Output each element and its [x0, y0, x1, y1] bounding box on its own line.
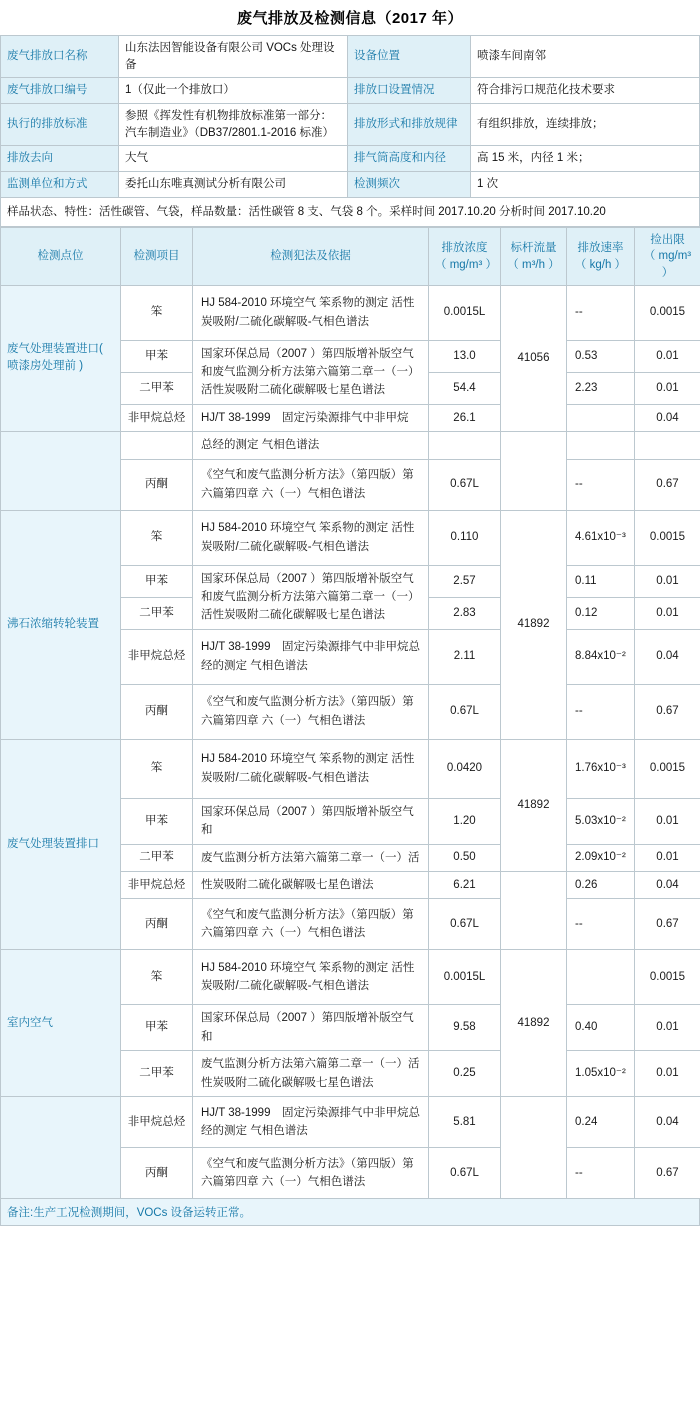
item-acetone: 丙酮 — [121, 899, 193, 950]
info-label-stack-height: 排气筒高度和内径 — [348, 146, 471, 172]
limit-toluene: 0.01 — [635, 798, 700, 844]
conc-blank-1 — [429, 432, 501, 459]
col-header-point: 检测点位 — [1, 228, 121, 285]
point-label-inlet: 废气处理装置进口( 喷漆房处理前 ) — [1, 285, 121, 432]
rate-nmhc — [567, 404, 635, 431]
method-toluene-line1: 国家环保总局（2007 ）第四版增补版空气和 — [193, 1005, 429, 1051]
limit-acetone: 0.67 — [635, 1147, 700, 1198]
table-row — [1, 285, 700, 340]
info-value-outlet-name: 山东法因智能设备有限公司 VOCs 处理设备 — [119, 36, 348, 78]
conc-xylene: 54.4 — [429, 372, 501, 404]
rate-toluene: 5.03x10⁻² — [567, 798, 635, 844]
point-label-indoor-air: 室内空气 — [1, 950, 121, 1097]
conc-nmhc: 5.81 — [429, 1096, 501, 1147]
table-row — [1, 104, 700, 146]
limit-acetone: 0.67 — [635, 899, 700, 950]
item-xylene: 二甲苯 — [121, 372, 193, 404]
conc-nmhc: 26.1 — [429, 404, 501, 431]
conc-benzene: 0.0420 — [429, 739, 501, 798]
info-label-outlet-setup: 排放口设置情况 — [348, 78, 471, 104]
item-toluene: 甲苯 — [121, 340, 193, 372]
conc-benzene: 0.110 — [429, 510, 501, 565]
info-value-monitor-unit: 委托山东唯真测试分析有限公司 — [119, 172, 348, 198]
rate-acetone: -- — [567, 899, 635, 950]
info-value-outlet-code: 1（仅此一个排放口） — [119, 78, 348, 104]
method-nmhc-line2: 总经的测定 气相色谱法 — [193, 432, 429, 459]
conc-acetone: 0.67L — [429, 684, 501, 739]
limit-nmhc: 0.04 — [635, 629, 700, 684]
conc-acetone: 0.67L — [429, 1147, 501, 1198]
limit-xylene: 0.01 — [635, 1051, 700, 1097]
measurement-table — [0, 227, 700, 1199]
rate-xylene: 1.05x10⁻² — [567, 1051, 635, 1097]
info-value-destination: 大气 — [119, 146, 348, 172]
point-label-blank-1 — [1, 432, 121, 510]
table-header-row — [1, 228, 700, 285]
rate-blank-1 — [567, 432, 635, 459]
limit-toluene: 0.01 — [635, 565, 700, 597]
method-benzene: HJ 584-2010 环境空气 笨系物的测定 活性炭吸附/二硫化碳解吸-气相色谱法 — [193, 950, 429, 1005]
sample-note: 样品状态、特性：活性碳管、气袋，样品数量：活性碳管 8 支、气袋 8 个。采样时间 2017.10.20 分析时间 2017.10.20 — [1, 197, 700, 227]
limit-nmhc: 0.04 — [635, 871, 700, 898]
col-header-flow: 标杆流量 （ m³/h ） — [501, 228, 567, 285]
flow-blank-1 — [501, 432, 567, 510]
table-row — [1, 1096, 700, 1147]
rate-xylene: 0.12 — [567, 597, 635, 629]
conc-toluene: 1.20 — [429, 798, 501, 844]
item-acetone: 丙酮 — [121, 684, 193, 739]
item-xylene: 二甲苯 — [121, 597, 193, 629]
method-toluene-line1: 国家环保总局（2007 ）第四版增补版空气和 — [193, 798, 429, 844]
col-header-concentration: 排放浓度 （ mg/m³ ） — [429, 228, 501, 285]
info-label-emission-form: 排放形式和排放规律 — [348, 104, 471, 146]
item-nmhc: 非甲烷总烃 — [121, 871, 193, 898]
col-header-item: 检测项目 — [121, 228, 193, 285]
method-acetone: 《空气和废气监测分析方法》（第四版）第六篇第四章 六（一）气相色谱法 — [193, 1147, 429, 1198]
info-label-outlet-code: 废气排放口编号 — [1, 78, 119, 104]
method-benzene: HJ 584-2010 环境空气 笨系物的测定 活性炭吸附/二硫化碳解吸-气相色谱法 — [193, 739, 429, 798]
conc-toluene: 9.58 — [429, 1005, 501, 1051]
table-row — [1, 950, 700, 1005]
info-value-outlet-setup: 符合排污口规范化技术要求 — [471, 78, 700, 104]
method-nmhc-line1: HJ/T 38-1999 固定污染源排气中非甲烷 — [193, 404, 429, 431]
method-nmhc: HJ/T 38-1999 固定污染源排气中非甲烷总经的测定 气相色谱法 — [193, 1096, 429, 1147]
method-benzene: HJ 584-2010 环境空气 笨系物的测定 活性炭吸附/二硫化碳解吸-气相色谱法 — [193, 510, 429, 565]
flow-group-4: 41892 — [501, 950, 567, 1097]
limit-blank-1 — [635, 432, 700, 459]
info-value-device-location: 喷漆车间南邻 — [471, 36, 700, 78]
info-value-stack-height: 高 15 米，内径 1 米； — [471, 146, 700, 172]
info-label-device-location: 设备位置 — [348, 36, 471, 78]
limit-toluene: 0.01 — [635, 1005, 700, 1051]
info-label-destination: 排放去向 — [1, 146, 119, 172]
point-label-blank-4 — [1, 1096, 121, 1198]
limit-benzene: 0.0015 — [635, 950, 700, 1005]
limit-xylene: 0.01 — [635, 844, 700, 871]
item-benzene: 笨 — [121, 950, 193, 1005]
limit-acetone: 0.67 — [635, 459, 700, 510]
conc-nmhc: 6.21 — [429, 871, 501, 898]
table-row — [1, 36, 700, 78]
table-row — [1, 146, 700, 172]
rate-nmhc: 0.26 — [567, 871, 635, 898]
info-label-standard: 执行的排放标准 — [1, 104, 119, 146]
conc-toluene: 13.0 — [429, 340, 501, 372]
method-acetone: 《空气和废气监测分析方法》（第四版）第六篇第四章 六（一）气相色谱法 — [193, 684, 429, 739]
rate-nmhc: 8.84x10⁻² — [567, 629, 635, 684]
conc-xylene: 2.83 — [429, 597, 501, 629]
method-benzene: HJ 584-2010 环境空气 笨系物的测定 活性炭吸附/二硫化碳解吸-气相色谱法 — [193, 285, 429, 340]
limit-benzene: 0.0015 — [635, 285, 700, 340]
limit-benzene: 0.0015 — [635, 739, 700, 798]
rate-acetone: -- — [567, 1147, 635, 1198]
item-xylene: 二甲苯 — [121, 844, 193, 871]
conc-benzene: 0.0015L — [429, 950, 501, 1005]
conc-nmhc: 2.11 — [429, 629, 501, 684]
conc-toluene: 2.57 — [429, 565, 501, 597]
point-label-zeolite: 沸石浓缩转轮装置 — [1, 510, 121, 739]
item-toluene: 甲苯 — [121, 565, 193, 597]
limit-xylene: 0.01 — [635, 597, 700, 629]
info-value-emission-form: 有组织排放，连续排放； — [471, 104, 700, 146]
flow-blank-3 — [501, 871, 567, 949]
flow-group-1: 41056 — [501, 285, 567, 432]
item-xylene: 二甲苯 — [121, 1051, 193, 1097]
rate-xylene: 2.09x10⁻² — [567, 844, 635, 871]
item-nmhc: 非甲烷总烃 — [121, 629, 193, 684]
method-toluene-line23: 废气监测分析方法第六篇第二章一（一）活 性炭吸附二硫化碳解吸七星色谱法 — [193, 1051, 429, 1097]
rate-benzene — [567, 950, 635, 1005]
rate-nmhc: 0.24 — [567, 1096, 635, 1147]
item-benzene: 笨 — [121, 285, 193, 340]
method-acetone: 《空气和废气监测分析方法》（第四版）第六篇第四章 六（一）气相色谱法 — [193, 899, 429, 950]
conc-acetone: 0.67L — [429, 899, 501, 950]
info-label-outlet-name: 废气排放口名称 — [1, 36, 119, 78]
conc-acetone: 0.67L — [429, 459, 501, 510]
item-acetone: 丙酮 — [121, 459, 193, 510]
flow-group-2: 41892 — [501, 510, 567, 739]
rate-toluene: 0.53 — [567, 340, 635, 372]
col-header-method: 检测犯法及依据 — [193, 228, 429, 285]
info-label-frequency: 检测频次 — [348, 172, 471, 198]
item-benzene: 笨 — [121, 510, 193, 565]
limit-acetone: 0.67 — [635, 684, 700, 739]
info-value-frequency: 1 次 — [471, 172, 700, 198]
method-acetone: 《空气和废气监测分析方法》（第四版）第六篇第四章 六（一）气相色谱法 — [193, 459, 429, 510]
table-row — [1, 432, 700, 459]
item-blank-1 — [121, 432, 193, 459]
flow-blank-4 — [501, 1096, 567, 1198]
rate-xylene: 2.23 — [567, 372, 635, 404]
limit-xylene: 0.01 — [635, 372, 700, 404]
item-toluene: 甲苯 — [121, 1005, 193, 1051]
conc-benzene: 0.0015L — [429, 285, 501, 340]
method-toluene-line2: 废气监测分析方法第六篇第二章一（一）活 — [193, 844, 429, 871]
footnote: 备注:生产工况检测期间，VOCs 设备运转正常。 — [0, 1199, 700, 1226]
info-label-monitor-unit: 监测单位和方式 — [1, 172, 119, 198]
rate-benzene: -- — [567, 285, 635, 340]
table-row — [1, 510, 700, 565]
limit-nmhc: 0.04 — [635, 1096, 700, 1147]
method-nmhc: HJ/T 38-1999 固定污染源排气中非甲烷总经的测定 气相色谱法 — [193, 629, 429, 684]
table-row — [1, 739, 700, 798]
item-toluene: 甲苯 — [121, 798, 193, 844]
rate-benzene: 1.76x10⁻³ — [567, 739, 635, 798]
emission-info-table — [0, 35, 700, 227]
method-toluene-xylene: 国家环保总局（2007 ）第四版增补版空气和废气监测分析方法第六篇第二章一（一）活性炭吸附二硫化碳解吸七星色谱法 — [193, 565, 429, 629]
limit-benzene: 0.0015 — [635, 510, 700, 565]
rate-toluene: 0.40 — [567, 1005, 635, 1051]
limit-toluene: 0.01 — [635, 340, 700, 372]
conc-xylene: 0.50 — [429, 844, 501, 871]
limit-nmhc: 0.04 — [635, 404, 700, 431]
item-benzene: 笨 — [121, 739, 193, 798]
col-header-detection-limit: 捡出限 （ mg/m³ ） — [635, 228, 700, 285]
table-row — [1, 197, 700, 227]
conc-xylene: 0.25 — [429, 1051, 501, 1097]
item-nmhc: 非甲烷总烃 — [121, 404, 193, 431]
rate-benzene: 4.61x10⁻³ — [567, 510, 635, 565]
flow-group-3: 41892 — [501, 739, 567, 871]
table-row — [1, 78, 700, 104]
method-toluene-xylene: 国家环保总局（2007 ）第四版增补版空气和废气监测分析方法第六篇第二章一（一）活性炭吸附二硫化碳解吸七星色谱法 — [193, 340, 429, 404]
item-nmhc: 非甲烷总烃 — [121, 1096, 193, 1147]
point-label-outlet: 废气处理装置排口 — [1, 739, 121, 950]
rate-acetone: -- — [567, 684, 635, 739]
page-title: 废气排放及检测信息（2017 年） — [236, 10, 464, 27]
table-row — [1, 172, 700, 198]
col-header-rate: 排放速率 （ kg/h ） — [567, 228, 635, 285]
method-toluene-line3: 性炭吸附二硫化碳解吸七星色谱法 — [193, 871, 429, 898]
rate-toluene: 0.11 — [567, 565, 635, 597]
rate-acetone: -- — [567, 459, 635, 510]
info-value-standard: 参照《挥发性有机物排放标准第一部分：汽车制造业》（DB37/2801.1-2016 标准） — [119, 104, 348, 146]
item-acetone: 丙酮 — [121, 1147, 193, 1198]
